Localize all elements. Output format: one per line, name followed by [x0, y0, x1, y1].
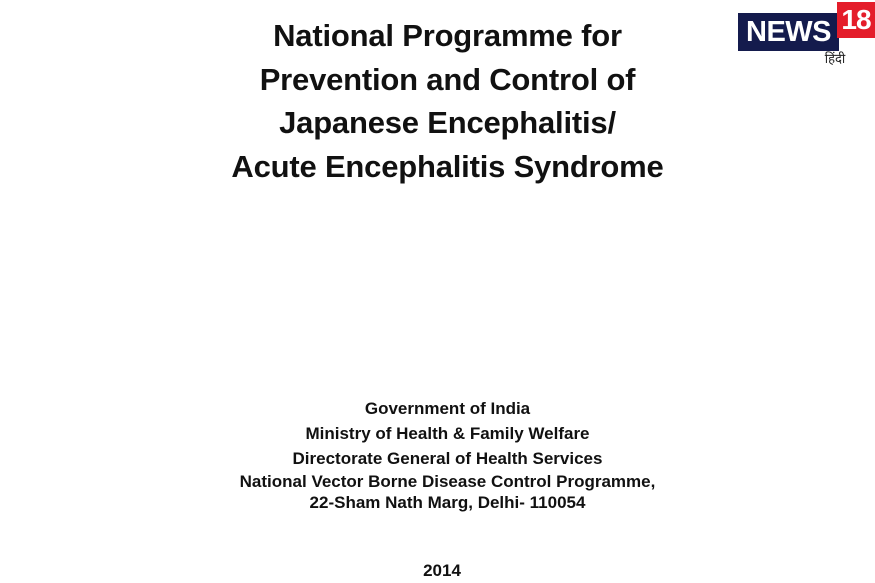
- title-line-1: National Programme for: [273, 18, 622, 53]
- title-line-4: Acute Encephalitis Syndrome: [231, 148, 664, 184]
- publisher-block: [0, 396, 875, 513]
- org-line-programme: National Vector Borne Disease Control Programme,: [239, 472, 656, 491]
- org-line-ministry: Ministry of Health & Family Welfare: [305, 424, 590, 443]
- org-line-address: 22-Sham Nath Marg, Delhi- 110054: [309, 493, 586, 512]
- title-line-3: Japanese Encephalitis/: [279, 105, 616, 140]
- org-line-government: Government of India: [364, 399, 531, 418]
- publication-year: 2014: [423, 561, 461, 580]
- title-line-2: Prevention and Control of: [259, 61, 636, 97]
- logo-number-badge: 18: [837, 2, 875, 38]
- news18-hindi-logo: [738, 2, 875, 70]
- logo-news-text: NEWS: [738, 13, 839, 51]
- logo-language-label: हिंदी: [824, 52, 846, 67]
- org-line-directorate: Directorate General of Health Services: [292, 449, 603, 468]
